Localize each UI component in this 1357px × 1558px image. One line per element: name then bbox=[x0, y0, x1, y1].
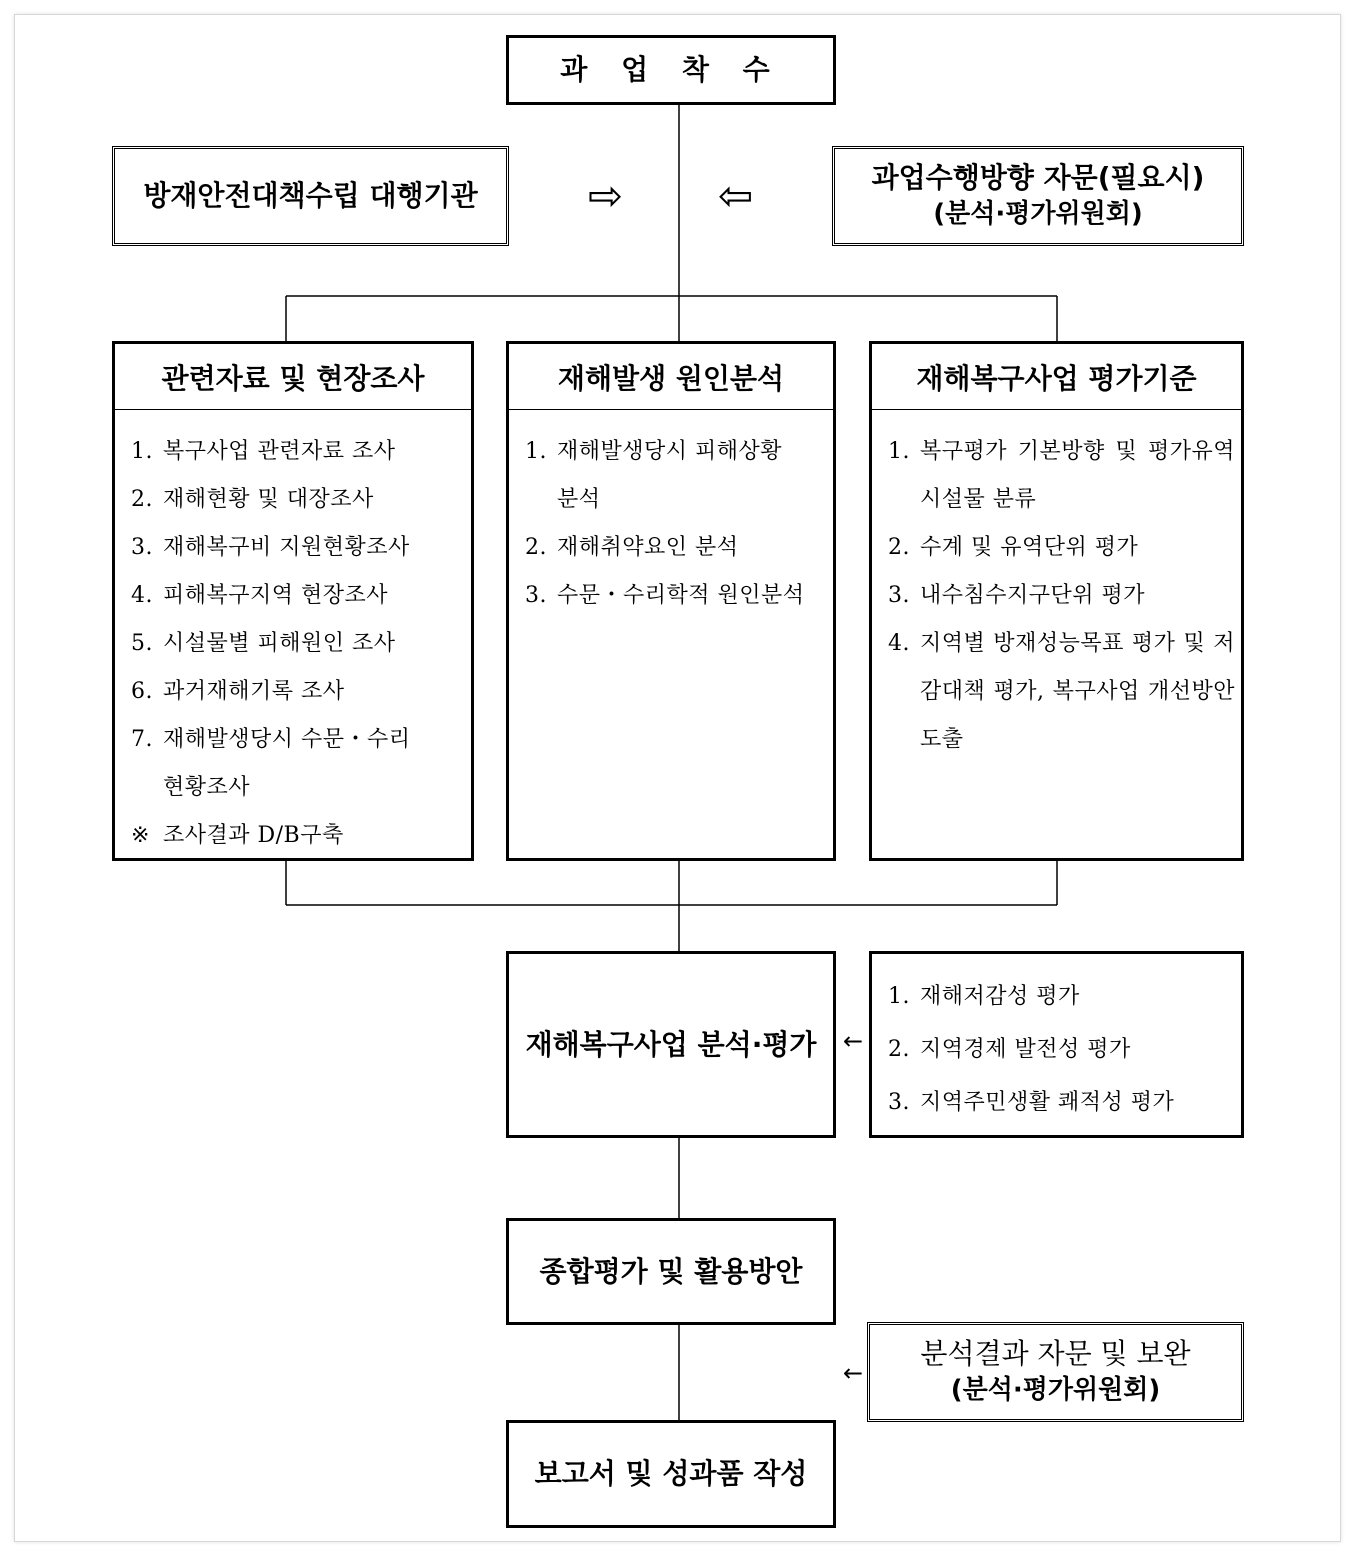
list-item: ※ 조사결과 D/B구축 bbox=[131, 823, 344, 848]
column-criteria-list bbox=[872, 410, 1241, 764]
list-item: 3. 내수침수지구단위 평가 bbox=[888, 583, 1146, 608]
list-item: 3. 수문・수리학적 원인분석 bbox=[525, 583, 805, 608]
list-item: 2. 재해현황 및 대장조사 bbox=[131, 487, 374, 512]
list-item: 5. 시설물별 피해원인 조사 bbox=[131, 631, 396, 656]
report-label: 보고서 및 성과품 작성 bbox=[534, 1457, 808, 1490]
advisory-line1: 과업수행방향 자문(필요시) bbox=[871, 161, 1205, 194]
list-item: 3. 재해복구비 지원현황조사 bbox=[131, 535, 410, 560]
list-item: 6. 과거재해기록 조사 bbox=[131, 679, 345, 704]
start-label: 과 업 착 수 bbox=[560, 53, 782, 86]
list-item: 4. 피해복구지역 현장조사 bbox=[131, 583, 389, 608]
review-box bbox=[867, 1322, 1244, 1422]
left-hollow-arrow-icon: ⇦ bbox=[718, 171, 754, 220]
list-item: 3. 지역주민생활 쾌적성 평가 bbox=[888, 1090, 1175, 1115]
analysis-items-list bbox=[872, 954, 1241, 1129]
synthesis-label: 종합평가 및 활용방안 bbox=[539, 1254, 803, 1288]
analysis-items-box bbox=[869, 951, 1244, 1138]
start-box bbox=[506, 35, 836, 105]
list-item: 1. 재해저감성 평가 bbox=[888, 984, 1080, 1009]
list-item: 2. 재해취약요인 분석 bbox=[525, 535, 739, 560]
agency-label: 방재안전대책수립 대행기관 bbox=[143, 179, 478, 212]
list-item: 7. 재해발생당시 수문・수리 현황조사 bbox=[131, 727, 411, 800]
synthesis-box bbox=[506, 1218, 836, 1325]
advisory-line2: (분석·평가위원회) bbox=[933, 199, 1143, 229]
list-item: 4. 지역별 방재성능목표 평가 및 저감대책 평가, 복구사업 개선방안 도출 bbox=[888, 631, 1235, 752]
analysis-label: 재해복구사업 분석·평가 bbox=[525, 1027, 817, 1061]
list-item: 2. 수계 및 유역단위 평가 bbox=[888, 535, 1139, 560]
report-box bbox=[506, 1420, 836, 1528]
column-criteria-title: 재해복구사업 평가기준 bbox=[872, 344, 1241, 410]
column-criteria bbox=[869, 341, 1244, 861]
analysis-box bbox=[506, 951, 836, 1138]
list-item: 2. 지역경제 발전성 평가 bbox=[888, 1037, 1131, 1062]
advisory-box bbox=[832, 146, 1244, 246]
column-survey bbox=[112, 341, 474, 861]
list-item: 1. 재해발생당시 피해상황 분석 bbox=[525, 439, 783, 512]
agency-box bbox=[112, 146, 509, 246]
column-survey-list bbox=[115, 410, 471, 860]
column-survey-title: 관련자료 및 현장조사 bbox=[115, 344, 471, 410]
review-line1: 분석결과 자문 및 보완 bbox=[920, 1337, 1191, 1370]
column-cause-list bbox=[509, 410, 833, 620]
column-cause-title: 재해발생 원인분석 bbox=[509, 344, 833, 410]
column-cause bbox=[506, 341, 836, 861]
list-item: 1. 복구사업 관련자료 조사 bbox=[131, 439, 396, 464]
review-left-arrow-icon: ← bbox=[843, 1359, 864, 1387]
small-left-arrow-icon: ← bbox=[843, 1027, 864, 1055]
list-item: 1. 복구평가 기본방향 및 평가유역 시설물 분류 bbox=[888, 439, 1235, 512]
review-line2: (분석·평가위원회) bbox=[950, 1375, 1161, 1405]
right-hollow-arrow-icon: ⇨ bbox=[588, 171, 624, 220]
